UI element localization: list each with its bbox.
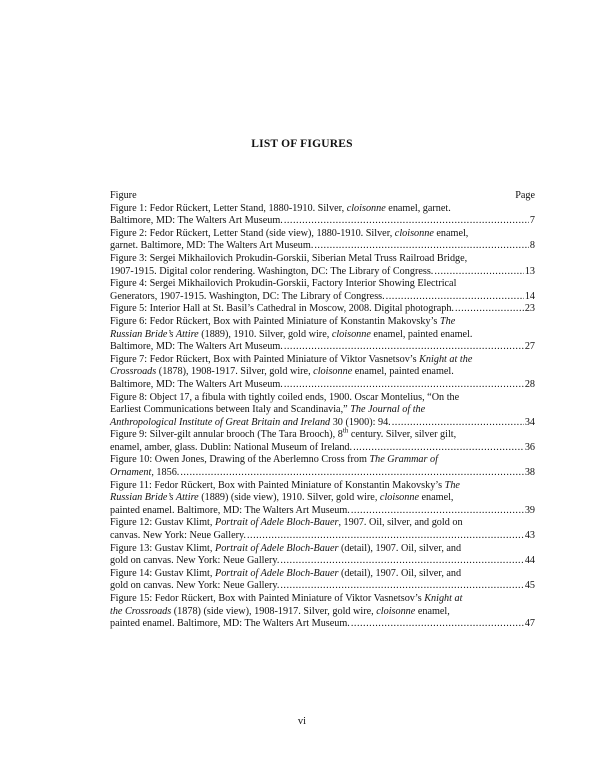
figure-entry-last-line <box>110 467 535 480</box>
figure-entry-last-line <box>110 379 535 392</box>
figure-entry-last-line <box>110 442 535 455</box>
figure-entry <box>110 354 535 392</box>
figure-entry-line: Crossroads (1878), 1908-1917. Silver, gold wire, cloisonne enamel, painted enamel. <box>110 366 454 378</box>
figure-entry-last-line <box>110 291 535 304</box>
figure-entry-line: Figure 11: Fedor Rückert, Box with Painted Miniature of Konstantin Makovsky’s The <box>110 479 460 491</box>
figure-entry <box>110 278 535 303</box>
figure-entry-last-line <box>110 555 535 568</box>
figure-entry-last-line <box>110 530 535 543</box>
figure-page-number: 45 <box>524 580 535 592</box>
figure-entry <box>110 543 535 568</box>
figure-page-number: 27 <box>524 341 535 353</box>
figure-entry-line: 1907-1915. Digital color rendering. Washington, DC: The Library of Congress. <box>110 265 434 277</box>
figure-list <box>110 190 535 631</box>
figure-page-number: 14 <box>524 290 535 302</box>
dot-leader <box>180 467 523 480</box>
figure-entry <box>110 228 535 253</box>
figure-entry-line: Figure 13: Gustav Klimt, Portrait of Adele Bloch-Bauer (detail), 1907. Oil, silver, and <box>110 542 462 554</box>
figure-entry-line: Anthropological Institute of Great Britain and Ireland 30 (1900): 94. <box>110 416 391 428</box>
figure-page-number: 13 <box>524 265 535 277</box>
dot-leader <box>455 303 524 316</box>
figure-page-number: 47 <box>524 618 535 630</box>
figure-entry-line: canvas. New York: Neue Gallery. <box>110 530 246 542</box>
figure-entry-line: Figure 7: Fedor Rückert, Box with Painted Miniature of Viktor Vasnetsov’s Knight at the <box>110 353 473 365</box>
figure-entry-last-line <box>110 240 535 253</box>
figure-page-number: 39 <box>524 504 535 516</box>
figure-entry-line: the Crossroads (1878) (side view), 1908-1917. Silver, gold wire, cloisonne enamel, <box>110 605 450 617</box>
figure-entry-last-line <box>110 505 535 518</box>
figure-entry <box>110 593 535 631</box>
dot-leader <box>314 240 529 253</box>
figure-entry-last-line <box>110 580 535 593</box>
figure-entry-line: garnet. Baltimore, MD: The Walters Art Museum. <box>110 240 314 252</box>
dot-leader <box>284 215 529 228</box>
dot-leader <box>386 291 524 304</box>
figure-page-number: 28 <box>524 378 535 390</box>
figure-entry-last-line <box>110 341 535 354</box>
list-header <box>110 190 535 203</box>
figure-entry-line: enamel, amber, glass. Dublin: National Museum of Ireland. <box>110 441 353 453</box>
figure-entry-line: Figure 5: Interior Hall at St. Basil’s Cathedral in Moscow, 2008. Digital photograph. <box>110 303 454 315</box>
figure-entry-last-line <box>110 417 535 430</box>
figure-entry <box>110 517 535 542</box>
dot-leader <box>392 417 524 430</box>
dot-leader <box>280 580 523 593</box>
dot-leader <box>353 442 524 455</box>
figure-entry-line: Figure 15: Fedor Rückert, Box with Painted Miniature of Viktor Vasnetsov’s Knight at <box>110 593 463 604</box>
figure-entry-last-line <box>110 618 535 631</box>
figure-entry-line: Baltimore, MD: The Walters Art Museum. <box>110 341 283 353</box>
figure-page-number: 8 <box>529 240 535 252</box>
dot-leader <box>284 341 524 354</box>
figure-entry-line: Figure 6: Fedor Rückert, Box with Painted Miniature of Konstantin Makovsky’s The <box>110 315 456 327</box>
figure-entry-line: gold on canvas. New York: Neue Gallery. <box>110 580 280 592</box>
figure-entry-line: Figure 8: Object 17, a fibula with tightly coiled ends, 1900. Oscar Montelius, “On the <box>110 391 460 403</box>
header-page-label: Page <box>515 190 535 201</box>
dot-leader <box>351 618 524 631</box>
figure-entry-line: Figure 3: Sergei Mikhailovich Prokudin-Gorskii, Siberian Metal Truss Railroad Bridge, <box>110 252 468 264</box>
figure-entry-line: Russian Bride’s Attire (1889), 1910. Silver, gold wire, cloisonne enamel, painted enamel. <box>110 328 473 340</box>
figure-page-number: 38 <box>524 467 535 479</box>
figure-entry <box>110 253 535 278</box>
figure-entry <box>110 454 535 479</box>
figure-entry-line: Baltimore, MD: The Walters Art Museum. <box>110 215 283 227</box>
figure-entry <box>110 316 535 354</box>
figure-entry-line: painted enamel. Baltimore, MD: The Walters Art Museum. <box>110 504 350 516</box>
figure-entry <box>110 392 535 430</box>
figure-entry-last-line <box>110 266 535 279</box>
page-number: vi <box>297 716 307 727</box>
figure-entry <box>110 303 535 316</box>
figure-entry-line: Figure 10: Owen Jones, Drawing of the Aberlemno Cross from The Grammar of <box>110 454 438 466</box>
figure-entry-line: Figure 12: Gustav Klimt, Portrait of Adele Bloch-Bauer, 1907. Oil, silver, and gold on <box>110 517 463 529</box>
dot-leader <box>247 530 524 543</box>
figure-entry-line: Figure 14: Gustav Klimt, Portrait of Adele Bloch-Bauer (detail), 1907. Oil, silver, and <box>110 567 462 579</box>
dot-leader <box>434 266 523 279</box>
figure-entry-line: Russian Bride’s Attire (1889) (side view), 1910. Silver, gold wire, cloisonne enamel, <box>110 492 454 504</box>
dot-leader <box>284 379 524 392</box>
figure-entry-line: Generators, 1907-1915. Washington, DC: The Library of Congress. <box>110 290 385 302</box>
figure-entry-last-line <box>110 215 535 228</box>
dot-leader <box>280 555 523 568</box>
figure-entry <box>110 568 535 593</box>
figure-entry <box>110 203 535 228</box>
figure-entry-last-line <box>110 303 535 316</box>
figure-page-number: 43 <box>524 530 535 542</box>
dot-leader <box>351 505 524 518</box>
figure-entry <box>110 480 535 518</box>
figure-entry-line: painted enamel. Baltimore, MD: The Walters Art Museum. <box>110 618 350 630</box>
figure-entry-line: Figure 4: Sergei Mikhailovich Prokudin-Gorskii, Factory Interior Showing Electrical <box>110 278 457 290</box>
figure-page-number: 7 <box>529 215 535 227</box>
figure-entry <box>110 426 535 454</box>
figure-page-number: 34 <box>524 416 535 428</box>
figure-entry-line: Figure 1: Fedor Rückert, Letter Stand, 1880-1910. Silver, cloisonne enamel, garnet. <box>110 202 451 214</box>
figure-entry-line: Figure 9: Silver-gilt annular brooch (The Tara Brooch), 8th century. Silver, silver gilt, <box>110 426 457 441</box>
figure-entries <box>110 203 535 631</box>
header-figure-label: Figure <box>110 190 137 201</box>
figure-entry-line: Figure 2: Fedor Rückert, Letter Stand (side view), 1880-1910. Silver, cloisonne enamel, <box>110 227 469 239</box>
figure-entry-line: Earliest Communications between Italy and Scandinavia,” The Journal of the <box>110 404 426 416</box>
figure-entry-line: gold on canvas. New York: Neue Gallery. <box>110 555 280 567</box>
figure-page-number: 36 <box>524 441 535 453</box>
page-title: LIST OF FIGURES <box>251 138 353 150</box>
figure-page-number: 44 <box>524 555 535 567</box>
figure-entry-line: Baltimore, MD: The Walters Art Museum. <box>110 378 283 390</box>
figure-entry-line: Ornament, 1856. <box>110 467 180 479</box>
figure-page-number: 23 <box>524 303 535 315</box>
